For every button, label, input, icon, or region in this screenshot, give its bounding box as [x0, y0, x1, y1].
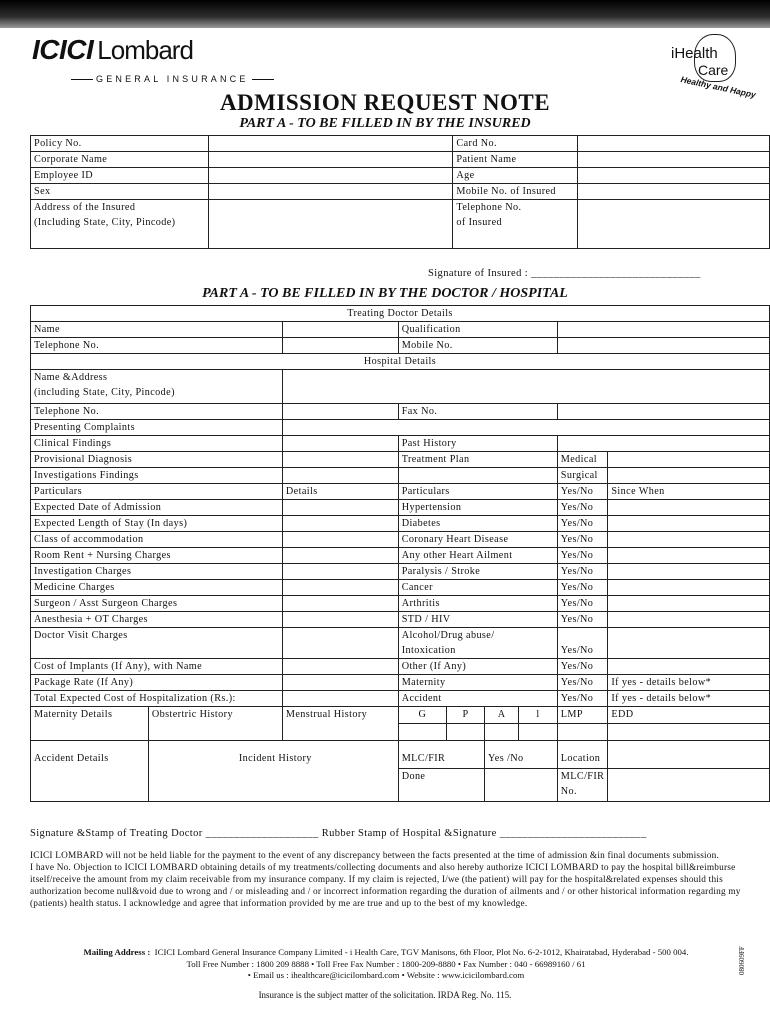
maternity-yes-no[interactable]: Yes/No: [557, 675, 608, 691]
form-code: 080609FF: [738, 946, 746, 975]
policy-no-field[interactable]: [208, 136, 452, 152]
mailing-line-3: • Email us : ihealthcare@icicilombard.com • Website : www.icicilombard.com: [247, 970, 525, 980]
intoxication-yes-no[interactable]: Yes/No: [557, 643, 608, 659]
fax-label: Fax No.: [398, 404, 557, 420]
menstrual-history-label: Menstrual History: [282, 707, 398, 741]
mailing-line-1: ICICI Lombard General Insurance Company Limited - i Health Care, TGV Manisons, 6th Floor, Plot No. 6-2-1012, Khairatabad, Hyderabad - 500 004.: [154, 947, 689, 957]
sex-field[interactable]: [208, 184, 452, 200]
logo-subtitle: GENERAL INSURANCE: [68, 74, 277, 84]
patient-name-label: Patient Name: [453, 152, 578, 168]
doctor-name-field[interactable]: [282, 322, 398, 338]
alcohol-label: Alcohol/Drug abuse/: [398, 628, 557, 644]
edd-label: EDD: [608, 707, 770, 724]
hospital-telephone-field[interactable]: [282, 404, 398, 420]
history-item-label: Cancer: [398, 580, 557, 596]
cost-history-row: [31, 596, 770, 612]
past-history-field[interactable]: [557, 436, 769, 452]
ih-care-text: Care: [698, 62, 729, 78]
form-title: ADMISSION REQUEST NOTE: [219, 90, 551, 115]
surgical-label: Surgical: [557, 468, 608, 484]
doctor-telephone-label: Telephone No.: [31, 338, 283, 354]
cost-item-label: Expected Date of Admission: [31, 500, 283, 516]
package-rate-label: Package Rate (If Any): [31, 675, 283, 691]
doctor-signature-line[interactable]: Signature &Stamp of Treating Doctor ____________________ Rubber Stamp of Hospital &Signature __________________________: [30, 828, 647, 839]
top-bar: [0, 0, 770, 28]
history-yes-no[interactable]: Yes/No: [557, 612, 608, 628]
accident-details-label: Accident Details: [31, 741, 149, 802]
doctor-visit-field-2[interactable]: [282, 643, 398, 659]
telephone-field[interactable]: [578, 200, 770, 249]
logo-brand: ICICI: [32, 34, 94, 65]
treating-doctor-header: Treating Doctor Details: [31, 306, 770, 322]
accident-yes-no[interactable]: Yes/No: [557, 691, 608, 707]
ih-health-text: iHealth: [671, 45, 718, 62]
p-label: P: [447, 707, 485, 724]
done-label: Done: [398, 768, 484, 801]
cost-item-field[interactable]: [282, 580, 398, 596]
irda-notice: Insurance is the subject matter of the solicitation. IRDA Reg. No. 115.: [258, 990, 512, 1000]
history-yes-no[interactable]: Yes/No: [557, 548, 608, 564]
yes-no-header: Yes/No: [557, 484, 608, 500]
history-item-label: Coronary Heart Disease: [398, 532, 557, 548]
qualification-label: Qualification: [398, 322, 557, 338]
qualification-field[interactable]: [557, 322, 769, 338]
cost-history-row: [31, 548, 770, 564]
intoxication-since-field[interactable]: [608, 643, 770, 659]
history-item-label: Diabetes: [398, 516, 557, 532]
cost-history-row: [31, 580, 770, 596]
past-history-label: Past History: [398, 436, 557, 452]
provisional-diagnosis-label: Provisional Diagnosis: [31, 452, 283, 468]
particulars-history-header: Particulars: [398, 484, 557, 500]
cost-history-row: [31, 532, 770, 548]
other-label: Other (If Any): [398, 659, 557, 675]
lmp-label: LMP: [557, 707, 608, 724]
logo-wordmark: [32, 34, 193, 66]
alcohol-since-field[interactable]: [608, 628, 770, 644]
doctor-hospital-table: [30, 305, 770, 802]
history-yes-no[interactable]: Yes/No: [557, 532, 608, 548]
history-since-field[interactable]: [608, 596, 770, 612]
doctor-visit-spacer: [31, 643, 283, 659]
done-field[interactable]: [485, 768, 558, 801]
g-label: G: [398, 707, 446, 724]
cost-item-label: Room Rent + Nursing Charges: [31, 548, 283, 564]
location-field[interactable]: [608, 741, 770, 769]
fax-field[interactable]: [557, 404, 769, 420]
corporate-name-field[interactable]: [208, 152, 452, 168]
hospital-name-address-label: Name &Address (including State, City, Pincode): [31, 370, 283, 404]
cost-history-row: [31, 500, 770, 516]
hospital-telephone-label: Telephone No.: [31, 404, 283, 420]
insured-details-table: [30, 135, 770, 249]
history-since-field[interactable]: [608, 612, 770, 628]
history-item-label: Arthritis: [398, 596, 557, 612]
history-yes-no[interactable]: Yes/No: [557, 500, 608, 516]
telephone-label: Telephone No. of Insured: [453, 200, 578, 249]
obstetric-history-label: Obstertric History: [148, 707, 282, 741]
p-field[interactable]: [447, 724, 485, 741]
accident-note: If yes - details below*: [608, 691, 770, 707]
address-field[interactable]: [208, 200, 452, 249]
age-label: Age: [453, 168, 578, 184]
ih-tagline: Healthy and Happy: [679, 74, 757, 100]
card-no-field[interactable]: [578, 136, 770, 152]
medical-label: Medical: [557, 452, 608, 468]
presenting-complaints-field[interactable]: [282, 420, 769, 436]
edd-field[interactable]: [608, 724, 770, 741]
maternity-details-label: Maternity Details: [31, 707, 149, 741]
hospital-name-address-field[interactable]: [282, 370, 769, 404]
total-cost-field[interactable]: [282, 691, 398, 707]
medical-field[interactable]: [608, 452, 770, 468]
cost-history-row: [31, 564, 770, 580]
implants-label: Cost of Implants (If Any), with Name: [31, 659, 283, 675]
history-item-label: Any other Heart Ailment: [398, 548, 557, 564]
history-yes-no[interactable]: Yes/No: [557, 580, 608, 596]
cost-history-row: [31, 516, 770, 532]
total-cost-label: Total Expected Cost of Hospitalization (Rs.):: [31, 691, 283, 707]
mobile-field[interactable]: [578, 184, 770, 200]
l-label: l: [519, 707, 558, 724]
mlc-fir-no-field[interactable]: [608, 768, 770, 801]
icici-lombard-logo: [32, 34, 272, 90]
disclaimer: [30, 850, 742, 910]
mailing-label: Mailing Address :: [83, 947, 151, 957]
alcohol-yes-no[interactable]: [557, 628, 608, 644]
incident-history-label: Incident History: [148, 741, 398, 802]
policy-no-label: Policy No.: [31, 136, 209, 152]
maternity-note: If yes - details below*: [608, 675, 770, 691]
insured-signature-line[interactable]: Signature of Insured : ______________________________: [428, 268, 701, 279]
clinical-findings-field[interactable]: [282, 436, 398, 452]
other-since-field[interactable]: [608, 659, 770, 675]
cost-item-field[interactable]: [282, 548, 398, 564]
mobile-label: Mobile No. of Insured: [453, 184, 578, 200]
implants-field[interactable]: [282, 659, 398, 675]
patient-name-field[interactable]: [578, 152, 770, 168]
history-since-field[interactable]: [608, 532, 770, 548]
investigations-findings-field[interactable]: [282, 468, 398, 484]
location-label: Location: [557, 741, 608, 769]
address-label: Address of the Insured (Including State, City, Pincode): [31, 200, 209, 249]
employee-id-label: Employee ID: [31, 168, 209, 184]
lmp-field[interactable]: [557, 724, 608, 741]
intoxication-label: Intoxication: [398, 643, 557, 659]
history-item-label: Paralysis / Stroke: [398, 564, 557, 580]
age-field[interactable]: [578, 168, 770, 184]
logo-lombard: Lombard: [97, 35, 193, 65]
cost-item-field[interactable]: [282, 596, 398, 612]
cost-item-field[interactable]: [282, 612, 398, 628]
history-since-field[interactable]: [608, 564, 770, 580]
history-item-label: Hypertension: [398, 500, 557, 516]
maternity-label: Maternity: [398, 675, 557, 691]
a-label: A: [485, 707, 519, 724]
mlc-fir-label: MLC/FIR: [398, 741, 484, 769]
doctor-visit-label: Doctor Visit Charges: [31, 628, 283, 644]
since-when-header: Since When: [608, 484, 770, 500]
provisional-diagnosis-field[interactable]: [282, 452, 398, 468]
cost-item-field[interactable]: [282, 516, 398, 532]
corporate-name-label: Corporate Name: [31, 152, 209, 168]
investigations-findings-label: Investigations Findings: [31, 468, 283, 484]
cost-item-label: Expected Length of Stay (In days): [31, 516, 283, 532]
history-since-field[interactable]: [608, 580, 770, 596]
cost-item-field[interactable]: [282, 532, 398, 548]
doctor-name-label: Name: [31, 322, 283, 338]
cost-item-label: Investigation Charges: [31, 564, 283, 580]
doctor-visit-field[interactable]: [282, 628, 398, 644]
treatment-plan-label: Treatment Plan: [398, 452, 557, 468]
a-field[interactable]: [485, 724, 519, 741]
history-since-field[interactable]: [608, 548, 770, 564]
doctor-mobile-field[interactable]: [557, 338, 769, 354]
part-a-doctor-heading: PART A - TO BE FILLED IN BY THE DOCTOR / HOSPITAL: [202, 286, 568, 301]
disclaimer-authorization: I have No. Objection to ICICI LOMBARD obtaining details of my treatments/collecting documents and also hereby authorize ICICI LOMBARD to pay the hospital bill&reimburse itself/receive the amount from my claim receivable from my insurance company. If my claim is rejected, I/we (the patient) will pay for the hospital&related expenses should this authorization become null&void due to wrong and / or misleading and / or incorrect information regarding the duration of ailments and / or other historical information regarding my (patients) health status. I acknowledge and agree that information provided by me are true and up to the best of my knowledge.: [30, 863, 741, 909]
surgical-field[interactable]: [608, 468, 770, 484]
employee-id-field[interactable]: [208, 168, 452, 184]
cost-item-label: Medicine Charges: [31, 580, 283, 596]
mlc-fir-yes-no[interactable]: Yes /No: [485, 741, 558, 769]
cost-item-label: Anesthesia + OT Charges: [31, 612, 283, 628]
cost-item-label: Class of accommodation: [31, 532, 283, 548]
accident-label: Accident: [398, 691, 557, 707]
treatment-plan-field[interactable]: [398, 468, 557, 484]
l-field[interactable]: [519, 724, 558, 741]
sex-label: Sex: [31, 184, 209, 200]
doctor-telephone-field[interactable]: [282, 338, 398, 354]
cost-item-field[interactable]: [282, 564, 398, 580]
clinical-findings-label: Clinical Findings: [31, 436, 283, 452]
history-yes-no[interactable]: Yes/No: [557, 516, 608, 532]
other-yes-no[interactable]: Yes/No: [557, 659, 608, 675]
part-a-insured-heading: PART A - TO BE FILLED IN BY THE INSURED: [239, 116, 531, 131]
history-yes-no[interactable]: Yes/No: [557, 564, 608, 580]
cost-item-field[interactable]: [282, 500, 398, 516]
doctor-mobile-label: Mobile No.: [398, 338, 557, 354]
hospital-details-header: Hospital Details: [31, 354, 770, 370]
history-since-field[interactable]: [608, 516, 770, 532]
particulars-header: Particulars: [31, 484, 283, 500]
mailing-line-2: Toll Free Number : 1800 209 8888 • Toll Free Fax Number : 1800-209-8880 • Fax Number : 040 - 66989160 / 61: [186, 958, 586, 969]
g-field[interactable]: [398, 724, 446, 741]
card-no-label: Card No.: [453, 136, 578, 152]
history-item-label: STD / HIV: [398, 612, 557, 628]
details-header: Details: [282, 484, 398, 500]
history-since-field[interactable]: [608, 500, 770, 516]
mailing-address: [30, 947, 742, 982]
presenting-complaints-label: Presenting Complaints: [31, 420, 283, 436]
cost-item-label: Surgeon / Asst Surgeon Charges: [31, 596, 283, 612]
package-rate-field[interactable]: [282, 675, 398, 691]
history-yes-no[interactable]: Yes/No: [557, 596, 608, 612]
cost-history-row: [31, 612, 770, 628]
disclaimer-liability: ICICI LOMBARD will not be held liable for the payment to the event of any discrepancy between the facts presented at the time of admission &in final documents submission.: [30, 851, 720, 861]
mlc-fir-no-label: MLC/FIR No.: [557, 768, 608, 801]
